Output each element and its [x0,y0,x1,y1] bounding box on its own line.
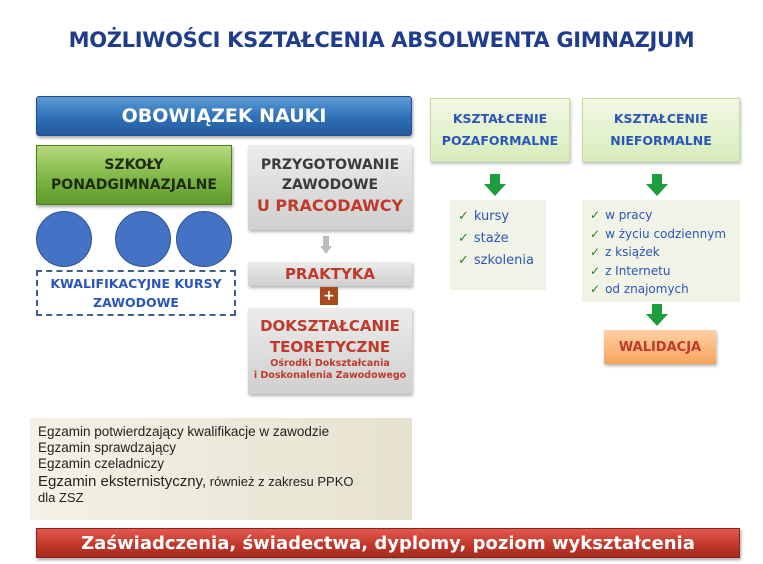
doksz-line1: DOKSZTAŁCANIE [260,317,400,335]
kursy-line2: ZAWODOWE [93,295,179,310]
check-icon: ✓ [590,245,601,259]
przyg-line3: U PRACODAWCY [256,196,404,215]
check-icon: ✓ [590,263,601,278]
nieformalne-line2: NIEFORMALNE [610,133,712,148]
green-down-arrow-icon [646,174,668,196]
doksz-line2: TEORETYCZNE [269,338,391,356]
list-item: ✓ od znajomych [590,282,689,296]
egzaminy-box [30,418,412,520]
check-icon: ✓ [590,282,601,296]
circle-3 [176,211,232,267]
doksztalcanie-box [248,308,412,394]
list-item: ✓ z Internetu [590,263,671,278]
plus-icon: + [320,287,338,305]
circle-2 [115,211,171,267]
circle-1 [36,211,92,267]
list-item: ✓ z książek [590,245,660,259]
egz-line1: Egzamin potwierdzający kwalifikacje w zawodzie [38,424,330,439]
pozaformalne-list [450,200,546,290]
egz-line4 [38,474,412,490]
pozaformalne-line1: KSZTAŁCENIE [452,111,548,126]
przyg-line2: ZAWODOWE [281,177,379,193]
pozaformalne-line2: POZAFORMALNE [441,133,559,148]
egz-line4-small: również z zakresu PPKO [206,474,354,489]
nieformalne-box [582,98,740,162]
green-down-arrow-icon [484,174,506,196]
nieformalne-line1: KSZTAŁCENIE [613,111,709,126]
nieformalne-list [582,200,740,302]
grey-down-arrow-icon [320,236,332,254]
bottom-banner: Zaświadczenia, świadectwa, dyplomy, poziom wykształcenia [36,528,740,558]
doksz-line4: i Doskonalenia Zawodowego [253,370,407,381]
list-item: ✓ staże [458,231,509,246]
egz-line3: Egzamin czeladniczy [38,456,165,471]
szkoly-box [36,145,232,205]
walidacja-box: WALIDACJA [604,330,716,364]
egz-line5: dla ZSZ [38,490,84,505]
kwalifikacyjne-kursy-box [36,270,236,316]
check-icon: ✓ [590,226,601,241]
kursy-line1: KWALIFIKACYJNE KURSY [50,276,222,291]
doksz-line3: Ośrodki Dokształcania [270,358,390,369]
szkoly-line1: SZKOŁY [104,157,164,173]
obowiazek-nauki-box: OBOWIĄZEK NAUKI [36,96,412,136]
check-icon: ✓ [590,208,601,222]
przyg-line1: PRZYGOTOWANIE [260,157,400,173]
szkoly-line2: PONADGIMNAZJALNE [51,177,217,193]
check-icon: ✓ [458,209,469,224]
green-down-arrow-icon [646,304,668,326]
pozaformalne-box [430,98,570,162]
egz-line2: Egzamin sprawdzający [38,440,177,455]
check-icon: ✓ [458,231,469,246]
list-item: ✓ w pracy [590,208,653,222]
przygotowanie-zawodowe-box [248,145,412,230]
list-item: ✓ w życiu codziennym [590,226,727,241]
page-title: MOŻLIWOŚCI KSZTAŁCENIA ABSOLWENTA GIMNAZJUM [68,28,695,52]
egz-line4-big: Egzamin eksternistyczny, [38,473,207,490]
list-item: ✓ kursy [458,209,510,224]
list-item: ✓ szkolenia [458,253,534,268]
praktyka-box: PRAKTYKA [248,262,412,286]
check-icon: ✓ [458,253,469,268]
